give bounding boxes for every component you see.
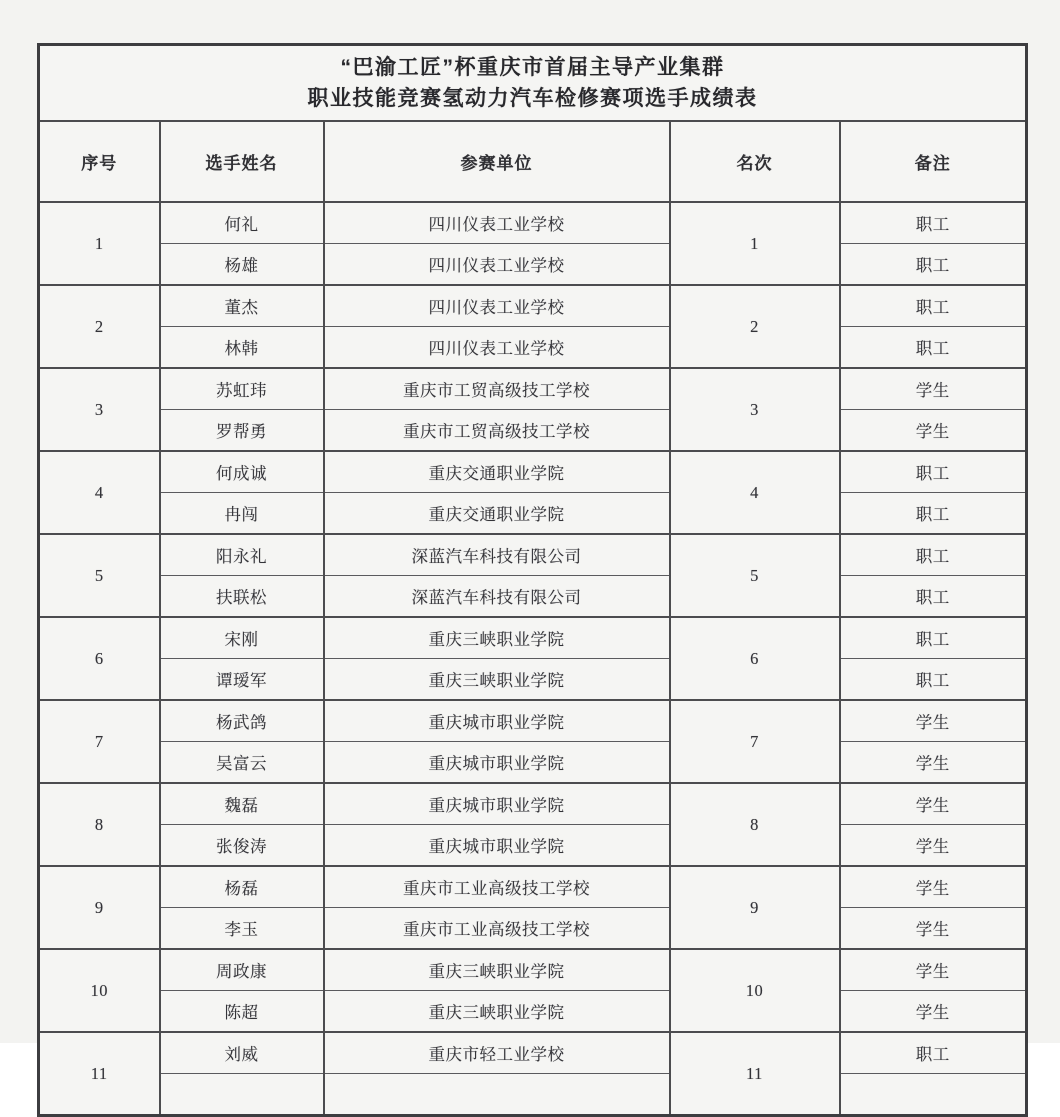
unit-cell: 深蓝汽车科技有限公司 xyxy=(324,576,670,618)
unit-cell xyxy=(324,1074,670,1116)
unit-cell: 四川仪表工业学校 xyxy=(324,327,670,369)
note-cell: 职工 xyxy=(840,617,1027,659)
player-name-cell: 董杰 xyxy=(160,285,324,327)
unit-cell: 四川仪表工业学校 xyxy=(324,244,670,286)
unit-cell: 重庆交通职业学院 xyxy=(324,451,670,493)
table-row xyxy=(39,285,1027,327)
note-cell: 学生 xyxy=(840,825,1027,867)
table-row xyxy=(39,866,1027,908)
table-row xyxy=(39,534,1027,576)
player-name-cell: 扶联松 xyxy=(160,576,324,618)
player-name-cell: 张俊涛 xyxy=(160,825,324,867)
note-cell: 职工 xyxy=(840,576,1027,618)
unit-cell: 四川仪表工业学校 xyxy=(324,202,670,244)
note-cell: 学生 xyxy=(840,368,1027,410)
note-cell: 职工 xyxy=(840,659,1027,701)
note-cell xyxy=(840,1074,1027,1116)
seq-cell: 10 xyxy=(39,949,160,1032)
seq-cell: 4 xyxy=(39,451,160,534)
rank-cell: 4 xyxy=(670,451,840,534)
unit-cell: 重庆三峡职业学院 xyxy=(324,617,670,659)
unit-cell: 重庆城市职业学院 xyxy=(324,742,670,784)
unit-cell: 重庆城市职业学院 xyxy=(324,700,670,742)
table-row xyxy=(39,700,1027,742)
col-header-rank: 名次 xyxy=(670,121,840,202)
player-name-cell: 罗帮勇 xyxy=(160,410,324,452)
title-row xyxy=(39,45,1027,122)
player-name-cell: 何礼 xyxy=(160,202,324,244)
seq-cell: 9 xyxy=(39,866,160,949)
unit-cell: 深蓝汽车科技有限公司 xyxy=(324,534,670,576)
seq-cell: 5 xyxy=(39,534,160,617)
note-cell: 学生 xyxy=(840,700,1027,742)
doc-title-line1: “巴渝工匠”杯重庆市首届主导产业集群 xyxy=(340,56,725,79)
seq-cell: 11 xyxy=(39,1032,160,1116)
table-row xyxy=(39,244,1027,286)
rank-cell: 9 xyxy=(670,866,840,949)
player-name-cell: 阳永礼 xyxy=(160,534,324,576)
table-row xyxy=(39,451,1027,493)
note-cell: 职工 xyxy=(840,451,1027,493)
table-row xyxy=(39,783,1027,825)
player-name-cell: 谭瑷军 xyxy=(160,659,324,701)
table-row xyxy=(39,617,1027,659)
note-cell: 学生 xyxy=(840,991,1027,1033)
rank-cell: 7 xyxy=(670,700,840,783)
seq-cell: 6 xyxy=(39,617,160,700)
document-title xyxy=(39,45,1027,122)
table-row xyxy=(39,202,1027,244)
table-row xyxy=(39,825,1027,867)
col-header-seq: 序号 xyxy=(39,121,160,202)
seq-cell: 8 xyxy=(39,783,160,866)
table-row xyxy=(39,742,1027,784)
col-header-note: 备注 xyxy=(840,121,1027,202)
note-cell: 职工 xyxy=(840,1032,1027,1074)
unit-cell: 重庆三峡职业学院 xyxy=(324,659,670,701)
rank-cell: 11 xyxy=(670,1032,840,1116)
player-name-cell: 李玉 xyxy=(160,908,324,950)
player-name-cell: 苏虹玮 xyxy=(160,368,324,410)
player-name-cell: 刘威 xyxy=(160,1032,324,1074)
unit-cell: 重庆市工业高级技工学校 xyxy=(324,866,670,908)
unit-cell: 重庆三峡职业学院 xyxy=(324,991,670,1033)
rank-cell: 8 xyxy=(670,783,840,866)
table-row xyxy=(39,991,1027,1033)
rank-cell: 2 xyxy=(670,285,840,368)
note-cell: 职工 xyxy=(840,202,1027,244)
unit-cell: 重庆市轻工业学校 xyxy=(324,1032,670,1074)
seq-cell: 7 xyxy=(39,700,160,783)
rank-cell: 10 xyxy=(670,949,840,1032)
unit-cell: 重庆市工业高级技工学校 xyxy=(324,908,670,950)
seq-cell: 1 xyxy=(39,202,160,285)
table-row xyxy=(39,908,1027,950)
table-row xyxy=(39,327,1027,369)
table-row xyxy=(39,368,1027,410)
table-row xyxy=(39,949,1027,991)
seq-cell: 3 xyxy=(39,368,160,451)
player-name-cell: 杨磊 xyxy=(160,866,324,908)
player-name-cell: 林韩 xyxy=(160,327,324,369)
note-cell: 职工 xyxy=(840,285,1027,327)
rank-cell: 6 xyxy=(670,617,840,700)
table-row xyxy=(39,493,1027,535)
unit-cell: 重庆城市职业学院 xyxy=(324,783,670,825)
doc-title-line2: 职业技能竞赛氢动力汽车检修赛项选手成绩表 xyxy=(307,87,758,110)
rank-cell: 3 xyxy=(670,368,840,451)
note-cell: 学生 xyxy=(840,949,1027,991)
table-row xyxy=(39,659,1027,701)
note-cell: 职工 xyxy=(840,327,1027,369)
unit-cell: 四川仪表工业学校 xyxy=(324,285,670,327)
results-table-body xyxy=(39,45,1027,1116)
note-cell: 学生 xyxy=(840,783,1027,825)
unit-cell: 重庆交通职业学院 xyxy=(324,493,670,535)
player-name-cell: 宋刚 xyxy=(160,617,324,659)
header-row xyxy=(39,121,1027,202)
player-name-cell: 陈超 xyxy=(160,991,324,1033)
note-cell: 职工 xyxy=(840,244,1027,286)
note-cell: 学生 xyxy=(840,410,1027,452)
col-header-name: 选手姓名 xyxy=(160,121,324,202)
note-cell: 学生 xyxy=(840,866,1027,908)
player-name-cell: 冉闯 xyxy=(160,493,324,535)
unit-cell: 重庆市工贸高级技工学校 xyxy=(324,368,670,410)
note-cell: 职工 xyxy=(840,534,1027,576)
player-name-cell: 杨武鸽 xyxy=(160,700,324,742)
unit-cell: 重庆三峡职业学院 xyxy=(324,949,670,991)
results-table xyxy=(37,43,1028,1117)
player-name-cell: 杨雄 xyxy=(160,244,324,286)
rank-cell: 5 xyxy=(670,534,840,617)
player-name-cell: 周政康 xyxy=(160,949,324,991)
table-row xyxy=(39,576,1027,618)
player-name-cell: 魏磊 xyxy=(160,783,324,825)
unit-cell: 重庆城市职业学院 xyxy=(324,825,670,867)
seq-cell: 2 xyxy=(39,285,160,368)
table-row xyxy=(39,410,1027,452)
note-cell: 职工 xyxy=(840,493,1027,535)
table-row xyxy=(39,1074,1027,1116)
player-name-cell: 吴富云 xyxy=(160,742,324,784)
rank-cell: 1 xyxy=(670,202,840,285)
player-name-cell: 何成诚 xyxy=(160,451,324,493)
player-name-cell xyxy=(160,1074,324,1116)
col-header-unit: 参赛单位 xyxy=(324,121,670,202)
unit-cell: 重庆市工贸高级技工学校 xyxy=(324,410,670,452)
note-cell: 学生 xyxy=(840,908,1027,950)
table-row xyxy=(39,1032,1027,1074)
note-cell: 学生 xyxy=(840,742,1027,784)
